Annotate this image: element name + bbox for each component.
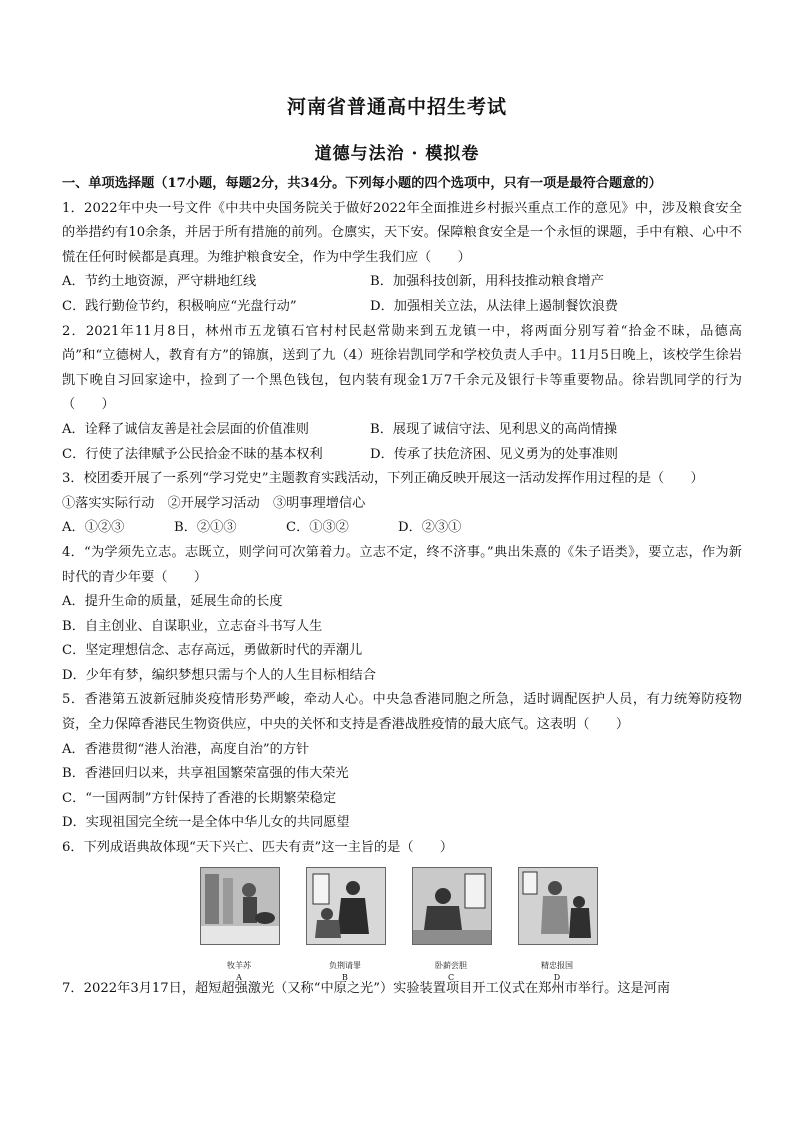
option: B．②①③ — [174, 520, 237, 536]
picture-c-illustration — [412, 867, 492, 945]
option: D．实现祖国完全统一是全体中华儿女的共同愿望 — [62, 815, 350, 831]
picture-c — [412, 867, 492, 982]
option: A．节约土地资源，严守耕地红线 — [62, 274, 257, 290]
picture-b-illustration — [306, 867, 386, 945]
option: B．自主创业、自谋职业，立志奋斗书写人生 — [62, 618, 323, 634]
picture-b-letter: B — [342, 972, 348, 982]
question-4-stem: 4．“为学须先立志。志既立，则学问可次第着力。立志不定，终不济事。”典出朱熹的《朱子语类》，要立志，作为新时代的青少年要（ ） — [62, 544, 742, 585]
question-2-options — [62, 443, 742, 468]
picture-d — [518, 867, 598, 982]
option: B．香港回归以来，共享祖国繁荣富强的伟大荣光 — [62, 766, 349, 782]
option: D．传承了扶危济困、见义勇为的处事准则 — [370, 446, 618, 462]
option: C．行使了法律赋予公民拾金不昧的基本权利 — [62, 446, 323, 462]
option: C．“一国两制”方针保持了香港的长期繁荣稳定 — [62, 790, 337, 806]
question-7-stem: 7．2022年3月17日，超短超强激光（又称“中原之光”）实验装置项目开工仪式在郑州市举行。这是河南 — [62, 980, 671, 996]
picture-b-caption: 负荆请罪 — [329, 960, 361, 970]
question-1-stem: 1．2022年中央一号文件《中共中央国务院关于做好2022年全面推进乡村振兴重点工作的意见》中，涉及粮食安全的举措约有10余条，并居于所有措施的前列。仓廪实，天下安。保障粮食安全是一个永恒的课题，手中有粮、心中不慌在任何时候都是真理。为维护粮食安全，作为中学生我们应（ ） — [62, 200, 742, 265]
option: A．诠释了诚信友善是社会层面的价值准则 — [62, 421, 309, 437]
question-1-options — [62, 270, 742, 295]
question-1-options — [62, 295, 742, 320]
option: D．②③① — [398, 520, 462, 536]
option: B．加强科技创新，用科技推动粮食增产 — [370, 274, 604, 290]
question-5-stem: 5．香港第五波新冠肺炎疫情形势严峻，牵动人心。中央急香港同胞之所急，适时调配医护人员，有力统筹防疫物资，全力保障香港民生物资供应，中央的关怀和支持是香港战胜疫情的最大底气。这表明（ ） — [62, 692, 742, 733]
question-3-options — [62, 516, 742, 541]
picture-c-caption: 卧薪尝胆 — [435, 960, 467, 970]
section-heading: 一、单项选择题（17小题，每题2分，共34分。下列每小题的四个选项中，只有一项是最符合题意的） — [62, 176, 662, 191]
exam-title: 河南省普通高中招生考试 — [286, 96, 507, 118]
question-2-stem: 2．2021年11月8日，林州市五龙镇石官村村民赵常勋来到五龙镇一中，将两面分别写着“拾金不昧，品德高尚”和“立德树人，教育有方”的锦旗，送到了九（4）班徐岩凯同学和学校负责人手中。11月5日晚上，该校学生徐岩凯下晚自习回家途中，捡到了一个黑色钱包，包内装有现金1万7千余元及银行卡等重要物品。徐岩凯同学的行为（ ） — [62, 323, 742, 413]
option: C．①③② — [286, 520, 349, 536]
picture-b — [306, 867, 386, 982]
picture-d-caption: 精忠报国 — [541, 960, 573, 970]
option: A．提升生命的质量，延展生命的长度 — [62, 594, 283, 610]
picture-d-letter: D — [553, 972, 561, 982]
question-2-options — [62, 418, 742, 443]
option: D．少年有梦，编织梦想只需与个人的人生目标相结合 — [62, 667, 376, 683]
picture-a — [200, 867, 280, 982]
question-3-items: ①落实实际行动 ②开展学习活动 ③明事理增信心 — [62, 495, 366, 511]
option: A．①②③ — [62, 520, 125, 536]
picture-c-letter: C — [447, 972, 455, 982]
picture-a-illustration — [200, 867, 280, 945]
question-6-stem: 6．下列成语典故体现“天下兴亡、匹夫有责”这一主旨的是（ ） — [62, 840, 454, 856]
option: C．坚定理想信念、志存高远，勇做新时代的弄潮儿 — [62, 643, 363, 659]
picture-d-illustration — [518, 867, 598, 945]
exam-subtitle: 道德与法治 · 模拟卷 — [314, 144, 480, 164]
exam-content — [62, 172, 742, 1001]
option: D．加强相关立法，从法律上遏制餐饮浪费 — [370, 298, 618, 314]
question-6-pictures — [200, 867, 742, 982]
option: A．香港贯彻“港人治港，高度自治”的方针 — [62, 741, 310, 757]
option: B．展现了诚信守法、见利思义的高尚情操 — [370, 421, 618, 437]
picture-a-caption: 牧羊苏 — [227, 960, 251, 970]
picture-a-letter: A — [236, 972, 242, 982]
question-3-stem: 3．校团委开展了一系列“学习党史”主题教育实践活动，下列正确反映开展这一活动发挥作用过程的是（ ） — [62, 471, 704, 487]
option: C．践行勤俭节约，积极响应“光盘行动” — [62, 298, 297, 314]
